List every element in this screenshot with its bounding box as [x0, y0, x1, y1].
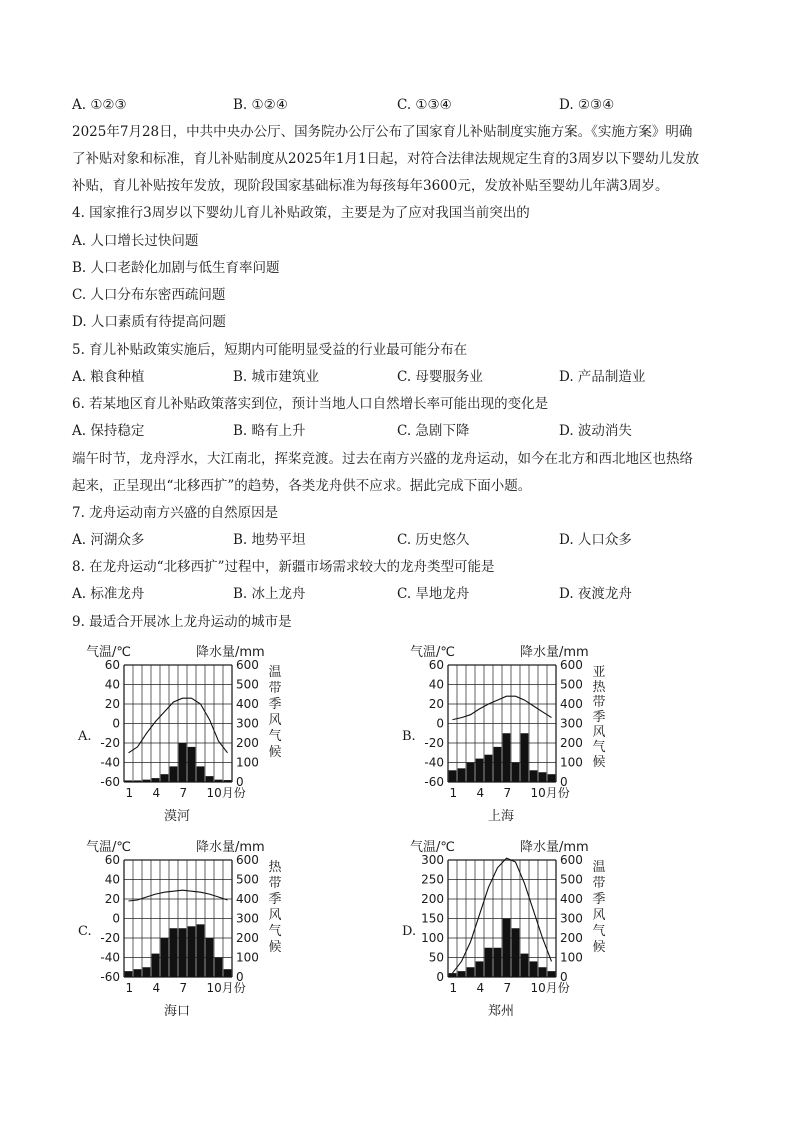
q6-stem: 6. 若某地区育儿补贴政策落实到位，预计当地人口自然增长率可能出现的变化是 — [72, 396, 549, 412]
passage1-line: 补贴，育儿补贴按年发放，现阶段国家基础标准为每孩每年3600元，发放补贴至婴幼儿年满3周岁。 — [72, 178, 669, 194]
climate-type-label: 候 — [592, 940, 606, 955]
q4-stem: 4. 国家推行3周岁以下婴幼儿育儿补贴政策，主要是为了应对我国当前突出的 — [72, 205, 530, 221]
precip-bar — [215, 780, 223, 782]
precip-bar — [449, 973, 457, 977]
climate-type-label: 气 — [592, 740, 606, 755]
precip-bar — [143, 967, 151, 977]
q8-stem: 8. 在龙舟运动“北移西扩”过程中，新疆市场需求较大的龙舟类型可能是 — [72, 559, 495, 575]
city-name: 上海 — [488, 809, 515, 824]
climate-chart-a[interactable] — [72, 640, 302, 835]
precip-bar — [503, 733, 511, 782]
precip-bar — [458, 971, 466, 977]
precip-bar — [224, 780, 232, 782]
temp-tick-label: 150 — [421, 911, 444, 926]
month-tick-label: 1 — [449, 981, 458, 995]
precip-tick-label: 600 — [560, 658, 583, 672]
precip-tick-label: 600 — [236, 853, 259, 867]
q7-option-d[interactable]: D. 人口众多 — [559, 532, 632, 548]
temp-tick-label: 20 — [104, 892, 120, 906]
temp-tick-label: 40 — [104, 872, 120, 887]
precip-bar — [548, 774, 556, 782]
climate-type-label: 热 — [268, 860, 282, 875]
climate-type-label: 热 — [592, 680, 606, 695]
precip-tick-label: 400 — [560, 697, 583, 711]
month-tick-label: 1 — [125, 786, 134, 800]
climate-type-label: 风 — [268, 908, 282, 923]
temp-tick-label: 0 — [112, 716, 120, 731]
precip-bar — [485, 948, 493, 977]
climate-type-label: 带 — [268, 681, 282, 696]
precip-bar — [125, 971, 133, 977]
temp-axis-label: 气温/℃ — [410, 645, 455, 660]
q3-option-b[interactable]: B. ①②④ — [233, 97, 288, 113]
precip-tick-label: 100 — [236, 755, 259, 770]
q5-option-d[interactable]: D. 产品制造业 — [559, 369, 646, 385]
month-tick-label: 10月份 — [530, 981, 570, 995]
month-tick-label: 4 — [476, 981, 485, 995]
temp-tick-label: 20 — [428, 697, 444, 711]
climate-type-label: 气 — [592, 924, 606, 939]
precip-bar — [521, 954, 529, 977]
precip-bar — [134, 780, 142, 782]
climate-type-label: 风 — [592, 725, 606, 740]
temp-tick-label: 60 — [104, 853, 120, 867]
precip-tick-label: 200 — [560, 931, 583, 945]
climate-type-label: 气 — [268, 924, 282, 939]
temp-tick-label: 60 — [104, 658, 120, 672]
precip-tick-label: 200 — [236, 931, 259, 945]
temp-tick-label: -20 — [424, 736, 444, 750]
q4-option-b[interactable]: B. 人口老龄化加剧与低生育率问题 — [72, 260, 280, 276]
temp-tick-label: 0 — [436, 970, 444, 984]
precip-bar — [152, 778, 160, 782]
precip-bar — [224, 969, 232, 977]
climate-type-label: 带 — [592, 695, 606, 710]
q3-option-a[interactable]: A. ①②③ — [72, 97, 127, 113]
option-letter: C. — [78, 924, 92, 939]
month-tick-label: 10月份 — [206, 981, 246, 995]
climate-type-label: 候 — [268, 745, 282, 760]
precip-bar — [197, 766, 205, 782]
climate-type-label: 亚 — [592, 665, 606, 680]
precip-tick-label: 300 — [560, 716, 583, 731]
temp-tick-label: 40 — [104, 677, 120, 692]
precip-bar — [539, 772, 547, 782]
precip-tick-label: 500 — [236, 872, 259, 887]
temp-tick-label: 200 — [421, 892, 444, 906]
precip-bar — [170, 766, 178, 782]
option-letter: D. — [402, 924, 417, 939]
month-tick-label: 7 — [179, 981, 188, 995]
precip-bar — [512, 928, 520, 977]
month-tick-label: 7 — [179, 786, 188, 800]
q5-option-b[interactable]: B. 城市建筑业 — [233, 369, 320, 385]
climate-type-label: 季 — [592, 710, 606, 725]
precip-tick-label: 500 — [560, 677, 583, 692]
month-tick-label: 4 — [476, 786, 485, 800]
month-tick-label: 1 — [125, 981, 134, 995]
q6-option-c[interactable]: C. 急剧下降 — [397, 423, 470, 439]
precip-bar — [485, 755, 493, 782]
precip-bar — [179, 928, 187, 977]
precip-bar — [476, 961, 484, 977]
temp-tick-label: -20 — [100, 931, 120, 945]
temp-tick-label: -60 — [424, 775, 444, 789]
climate-type-label: 温 — [268, 665, 282, 680]
precip-bar — [530, 961, 538, 977]
precip-bar — [134, 969, 142, 977]
precip-tick-label: 400 — [236, 892, 259, 906]
precip-tick-label: 500 — [560, 872, 583, 887]
q3-option-d[interactable]: D. ②③④ — [559, 97, 615, 113]
precip-tick-label: 100 — [560, 950, 583, 965]
temp-tick-label: 0 — [436, 716, 444, 731]
temp-tick-label: -40 — [424, 755, 444, 770]
temp-tick-label: -40 — [100, 950, 120, 965]
climate-type-label: 气 — [268, 729, 282, 744]
precip-axis-label: 降水量/mm — [520, 840, 589, 855]
precip-tick-label: 600 — [560, 853, 583, 867]
option-letter: A. — [78, 729, 92, 744]
city-name: 郑州 — [488, 1004, 515, 1019]
passage2-line: 端午时节，龙舟浮水，大江南北，挥桨竞渡。过去在南方兴盛的龙舟运动，如今在北方和西北地区也热络 — [72, 451, 693, 467]
climate-type-label: 季 — [592, 892, 606, 907]
temp-tick-label: 40 — [428, 677, 444, 692]
q5-option-a[interactable]: A. 粮食种植 — [72, 369, 145, 385]
precip-bar — [143, 780, 151, 782]
precip-tick-label: 600 — [236, 658, 259, 672]
precip-bar — [206, 938, 214, 977]
precip-tick-label: 200 — [560, 736, 583, 750]
q5-option-c[interactable]: C. 母婴服务业 — [397, 369, 483, 385]
precip-bar — [503, 919, 511, 978]
temp-axis-label: 气温/℃ — [86, 840, 131, 855]
precip-tick-label: 400 — [236, 697, 259, 711]
climate-type-label: 带 — [268, 876, 282, 891]
q8-option-a[interactable]: A. 标准龙舟 — [72, 586, 145, 602]
q7-option-c[interactable]: C. 历史悠久 — [397, 532, 470, 548]
q6-option-a[interactable]: A. 保持稳定 — [72, 423, 145, 439]
climate-chart-c[interactable] — [72, 835, 302, 1030]
q4-option-d[interactable]: D. 人口素质有待提高问题 — [72, 314, 226, 330]
passage2-line: 起来，正呈现出“北移西扩”的趋势，各类龙舟供不应求。据此完成下面小题。 — [72, 478, 532, 494]
precip-bar — [152, 954, 160, 977]
month-tick-label: 1 — [449, 786, 458, 800]
month-tick-label: 7 — [503, 786, 512, 800]
temp-axis-label: 气温/℃ — [410, 840, 455, 855]
precip-bar — [161, 938, 169, 977]
month-tick-label: 4 — [152, 786, 161, 800]
precip-bar — [467, 763, 475, 783]
month-tick-label: 10月份 — [206, 786, 246, 800]
precip-bar — [188, 747, 196, 782]
precip-tick-label: 0 — [236, 970, 244, 984]
temp-tick-label: -60 — [100, 970, 120, 984]
precip-bar — [512, 763, 520, 783]
precip-tick-label: 0 — [236, 775, 244, 789]
precip-tick-label: 100 — [560, 755, 583, 770]
temp-tick-label: 100 — [421, 931, 444, 945]
q7-option-a[interactable]: A. 河湖众多 — [72, 532, 145, 548]
temp-tick-label: 250 — [421, 872, 444, 887]
precip-bar — [161, 774, 169, 782]
precip-bar — [521, 733, 529, 782]
q5-stem: 5. 育儿补贴政策实施后，短期内可能明显受益的行业最可能分布在 — [72, 342, 468, 358]
precip-tick-label: 400 — [560, 892, 583, 906]
q8-option-d[interactable]: D. 夜渡龙舟 — [559, 586, 632, 602]
precip-bar — [197, 924, 205, 977]
q3-option-c[interactable]: C. ①③④ — [397, 97, 452, 113]
q4-option-a[interactable]: A. 人口增长过快问题 — [72, 233, 199, 249]
temp-tick-label: 300 — [421, 853, 444, 867]
q7-option-b[interactable]: B. 地势平坦 — [233, 532, 306, 548]
precip-bar — [458, 768, 466, 782]
climate-type-label: 带 — [592, 876, 606, 891]
climate-type-label: 候 — [268, 940, 282, 955]
precip-tick-label: 300 — [560, 911, 583, 926]
temp-tick-label: 20 — [104, 697, 120, 711]
precip-bar — [215, 958, 223, 978]
precip-bar — [530, 770, 538, 782]
precip-bar — [539, 967, 547, 977]
climate-chart-d[interactable] — [396, 835, 626, 1030]
city-name: 海口 — [164, 1004, 191, 1019]
precip-bar — [206, 776, 214, 782]
precip-bar — [179, 743, 187, 782]
month-tick-label: 10月份 — [530, 786, 570, 800]
q8-option-b[interactable]: B. 冰上龙舟 — [233, 586, 306, 602]
precip-tick-label: 500 — [236, 677, 259, 692]
passage1-line: 了补贴对象和标准，育儿补贴制度从2025年1月1日起，对符合法律法规规定生育的3周岁以下婴幼儿发放 — [72, 151, 700, 167]
precip-axis-label: 降水量/mm — [196, 645, 265, 660]
precip-bar — [476, 759, 484, 782]
q6-option-b[interactable]: B. 略有上升 — [233, 423, 306, 439]
temp-tick-label: -20 — [100, 736, 120, 750]
climate-type-label: 季 — [268, 892, 282, 907]
climate-chart-b[interactable] — [396, 640, 626, 835]
precip-tick-label: 200 — [236, 736, 259, 750]
precip-bar — [170, 928, 178, 977]
climate-type-label: 季 — [268, 697, 282, 712]
precip-axis-label: 降水量/mm — [196, 840, 265, 855]
temp-tick-label: 0 — [112, 911, 120, 926]
month-tick-label: 7 — [503, 981, 512, 995]
month-tick-label: 4 — [152, 981, 161, 995]
passage1-line: 2025年7月28日，中共中央办公厅、国务院办公厅公布了国家育儿补贴制度实施方案。《实施方案》明确 — [72, 124, 693, 140]
climate-type-label: 风 — [268, 713, 282, 728]
precip-bar — [467, 967, 475, 977]
precip-axis-label: 降水量/mm — [520, 645, 589, 660]
temp-tick-label: 60 — [428, 658, 444, 672]
precip-bar — [548, 971, 556, 977]
precip-bar — [188, 926, 196, 977]
city-name: 漠河 — [164, 809, 191, 824]
temp-axis-label: 气温/℃ — [86, 645, 131, 660]
q4-option-c[interactable]: C. 人口分布东密西疏问题 — [72, 287, 226, 303]
precip-bar — [125, 780, 133, 782]
precip-tick-label: 300 — [236, 911, 259, 926]
climate-type-label: 风 — [592, 908, 606, 923]
option-letter: B. — [402, 729, 416, 744]
precip-tick-label: 0 — [560, 970, 568, 984]
precip-bar — [494, 747, 502, 782]
temp-tick-label: -40 — [100, 755, 120, 770]
temp-tick-label: -60 — [100, 775, 120, 789]
q7-stem: 7. 龙舟运动南方兴盛的自然原因是 — [72, 505, 279, 521]
climate-type-label: 温 — [592, 860, 606, 875]
q9-stem: 9. 最适合开展冰上龙舟运动的城市是 — [72, 614, 292, 630]
precip-bar — [449, 770, 457, 782]
q8-option-c[interactable]: C. 旱地龙舟 — [397, 586, 470, 602]
climate-type-label: 候 — [592, 755, 606, 770]
precip-bar — [494, 948, 502, 977]
precip-tick-label: 0 — [560, 775, 568, 789]
q6-option-d[interactable]: D. 波动消失 — [559, 423, 632, 439]
precip-tick-label: 300 — [236, 716, 259, 731]
precip-tick-label: 100 — [236, 950, 259, 965]
temp-tick-label: 50 — [428, 950, 444, 965]
